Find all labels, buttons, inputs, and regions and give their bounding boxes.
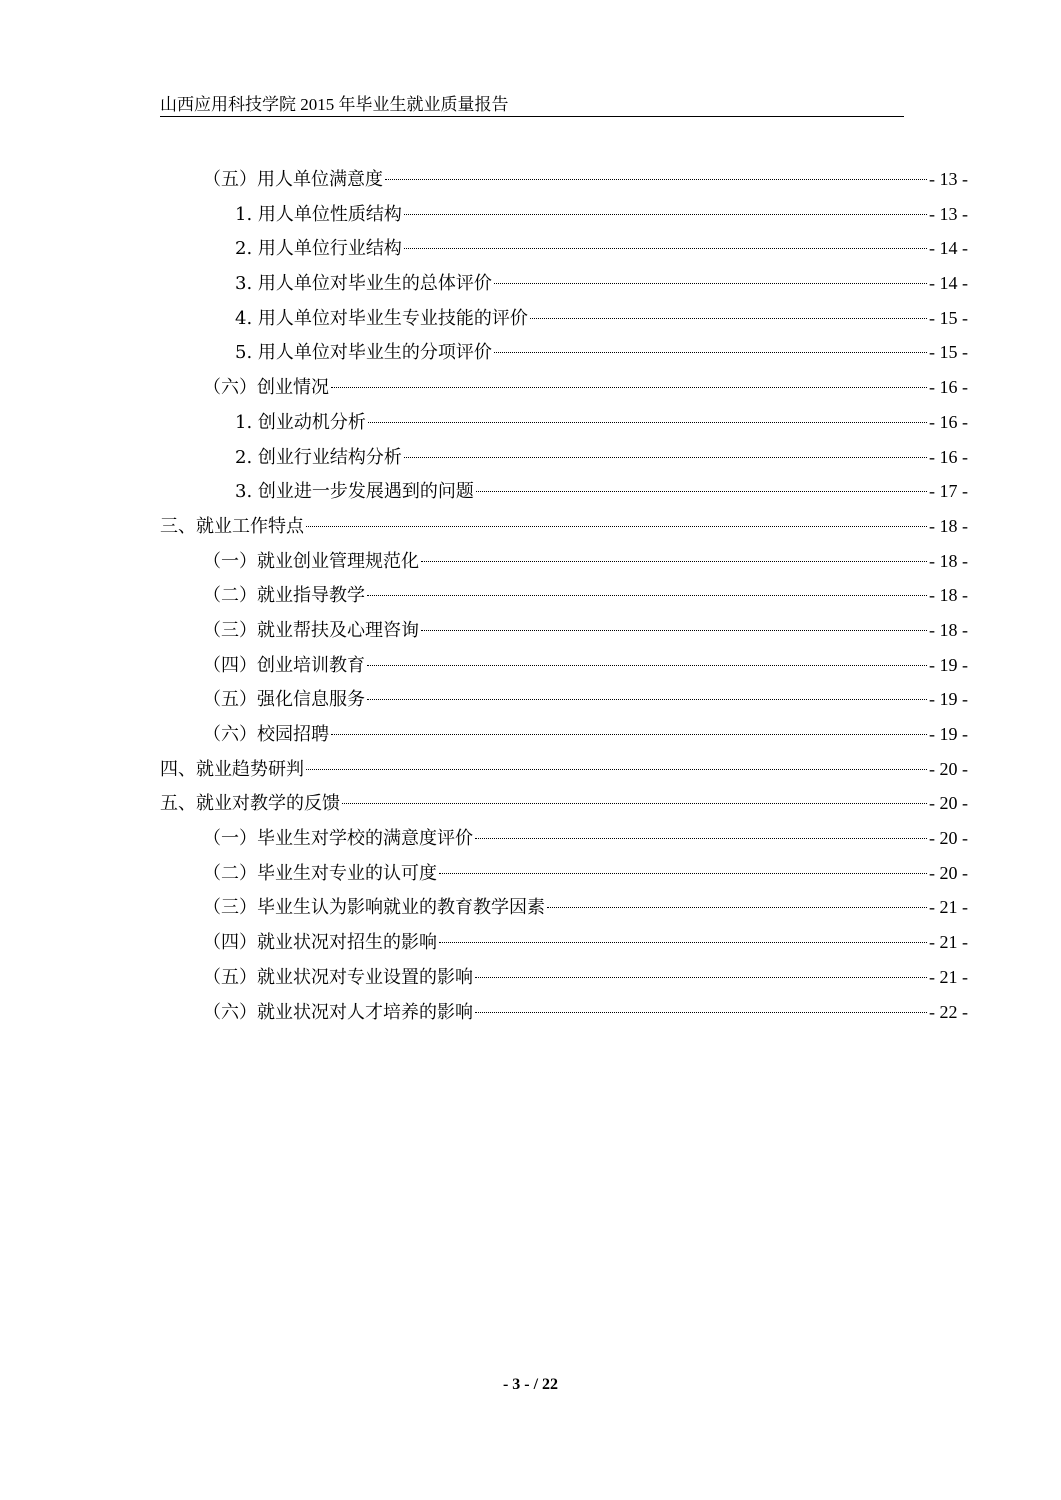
toc-entry[interactable]	[160, 301, 968, 336]
toc-entry[interactable]	[160, 544, 968, 579]
toc-entry-page: - 20 -	[929, 793, 968, 814]
toc-entry[interactable]	[160, 925, 968, 960]
toc-entry-title: （五）强化信息服务	[203, 689, 365, 711]
toc-dot-leader	[368, 422, 927, 423]
toc-entry[interactable]	[160, 786, 968, 821]
toc-entry-page: - 21 -	[929, 897, 968, 918]
toc-entry-page: - 16 -	[929, 411, 968, 432]
toc-entry-page: - 13 -	[929, 203, 968, 224]
toc-entry[interactable]	[160, 405, 968, 440]
toc-entry-title: （五）就业状况对专业设置的影响	[203, 966, 473, 988]
toc-dot-leader	[547, 907, 927, 908]
toc-dot-leader	[385, 179, 927, 180]
toc-entry-page: - 16 -	[929, 377, 968, 398]
toc-entry[interactable]	[160, 440, 968, 475]
toc-dot-leader	[494, 352, 927, 353]
header-divider	[160, 116, 904, 117]
toc-entry-page: - 19 -	[929, 724, 968, 744]
toc-dot-leader	[439, 873, 927, 874]
toc-entry-title: 1. 创业动机分析	[235, 411, 366, 433]
toc-entry-title: （五）用人单位满意度	[203, 169, 383, 190]
toc-entry-page: - 14 -	[929, 273, 968, 294]
toc-entry[interactable]	[160, 613, 968, 648]
toc-entry-title: 四、就业趋势研判	[160, 758, 304, 780]
toc-entry[interactable]	[160, 890, 968, 925]
toc-entry-page: - 20 -	[929, 862, 968, 883]
toc-entry[interactable]	[160, 752, 968, 787]
toc-entry-title: （六）校园招聘	[203, 724, 329, 745]
toc-entry-page: - 22 -	[929, 1001, 968, 1022]
toc-entry-page: - 14 -	[929, 238, 968, 259]
toc-entry-title: 5. 用人单位对毕业生的分项评价	[235, 342, 492, 364]
toc-entry-title: （二）就业指导教学	[203, 585, 365, 607]
toc-entry-title: 2. 用人单位行业结构	[235, 238, 402, 260]
toc-dot-leader	[494, 283, 927, 284]
toc-entry-title: （四）创业培训教育	[203, 654, 365, 676]
toc-entry[interactable]	[160, 335, 968, 370]
toc-entry-title: （一）毕业生对学校的满意度评价	[203, 828, 473, 850]
toc-dot-leader	[404, 248, 927, 249]
toc-dot-leader	[421, 630, 927, 631]
toc-dot-leader	[404, 457, 927, 458]
toc-entry[interactable]	[160, 648, 968, 683]
toc-entry-page: - 19 -	[929, 654, 968, 675]
toc-entry-page: - 20 -	[929, 828, 968, 849]
toc-entry-title: 3. 用人单位对毕业生的总体评价	[235, 273, 492, 295]
toc-entry-page: - 18 -	[929, 619, 968, 640]
toc-dot-leader	[476, 491, 927, 492]
toc-entry-title: （六）创业情况	[203, 377, 329, 399]
toc-entry-page: - 16 -	[929, 446, 968, 467]
toc-entry-title: 五、就业对教学的反馈	[160, 793, 340, 815]
toc-entry[interactable]	[160, 995, 968, 1030]
toc-entry-title: （一）就业创业管理规范化	[203, 550, 419, 572]
toc-entry[interactable]	[160, 856, 968, 891]
toc-dot-leader	[475, 838, 927, 839]
toc-entry-page: - 18 -	[929, 550, 968, 571]
toc-entry[interactable]	[160, 162, 968, 197]
toc-dot-leader	[421, 561, 927, 562]
toc-dot-leader	[475, 1012, 927, 1013]
toc-dot-leader	[331, 387, 927, 388]
toc-entry-title: 2. 创业行业结构分析	[235, 446, 402, 468]
toc-dot-leader	[367, 595, 927, 596]
toc-entry[interactable]	[160, 578, 968, 613]
toc-dot-leader	[367, 665, 927, 666]
toc-dot-leader	[331, 734, 927, 735]
toc-entry-title: （三）就业帮扶及心理咨询	[203, 619, 419, 641]
toc-entry[interactable]	[160, 960, 968, 995]
toc-entry-page: - 20 -	[929, 758, 968, 779]
toc-entry-title: 3. 创业进一步发展遇到的问题	[235, 481, 474, 503]
toc-entry[interactable]	[160, 231, 968, 266]
toc-entry-page: - 13 -	[929, 169, 968, 189]
toc-dot-leader	[439, 942, 927, 943]
toc-entry-page: - 19 -	[929, 689, 968, 710]
toc-entry-page: - 15 -	[929, 307, 968, 328]
toc-entry-page: - 18 -	[929, 585, 968, 606]
toc-entry-title: 1. 用人单位性质结构	[235, 203, 402, 225]
toc-entry[interactable]	[160, 370, 968, 405]
toc-entry-title: （四）就业状况对招生的影响	[203, 932, 437, 954]
toc-dot-leader	[404, 214, 927, 215]
toc-dot-leader	[475, 977, 927, 978]
toc-entry[interactable]	[160, 266, 968, 301]
page-header: 山西应用科技学院 2015 年毕业生就业质量报告	[160, 95, 509, 114]
toc-entry[interactable]	[160, 682, 968, 717]
toc-entry-title: （三）毕业生认为影响就业的教育教学因素	[203, 897, 545, 919]
toc-entry-page: - 21 -	[929, 966, 968, 987]
toc-entry-title: 4. 用人单位对毕业生专业技能的评价	[235, 307, 528, 329]
toc-dot-leader	[306, 769, 927, 770]
toc-entry[interactable]	[160, 474, 968, 509]
toc-entry-page: - 21 -	[929, 932, 968, 953]
toc-dot-leader	[342, 803, 927, 804]
toc-entry-page: - 18 -	[929, 515, 968, 536]
toc-entry[interactable]	[160, 717, 968, 752]
toc-entry-title: 三、就业工作特点	[160, 515, 304, 537]
toc-entry[interactable]	[160, 509, 968, 544]
toc-entry[interactable]	[160, 821, 968, 856]
toc-dot-leader	[530, 318, 927, 319]
toc-entry-page: - 15 -	[929, 342, 968, 363]
page-number: - 3 - / 22	[502, 1376, 559, 1393]
toc-entry-title: （六）就业状况对人才培养的影响	[203, 1001, 473, 1023]
toc-entry-page: - 17 -	[929, 481, 968, 502]
toc-dot-leader	[367, 699, 927, 700]
toc-entry[interactable]	[160, 197, 968, 232]
toc-entry-title: （二）毕业生对专业的认可度	[203, 862, 437, 884]
toc-dot-leader	[306, 526, 927, 527]
table-of-contents	[160, 162, 968, 1029]
